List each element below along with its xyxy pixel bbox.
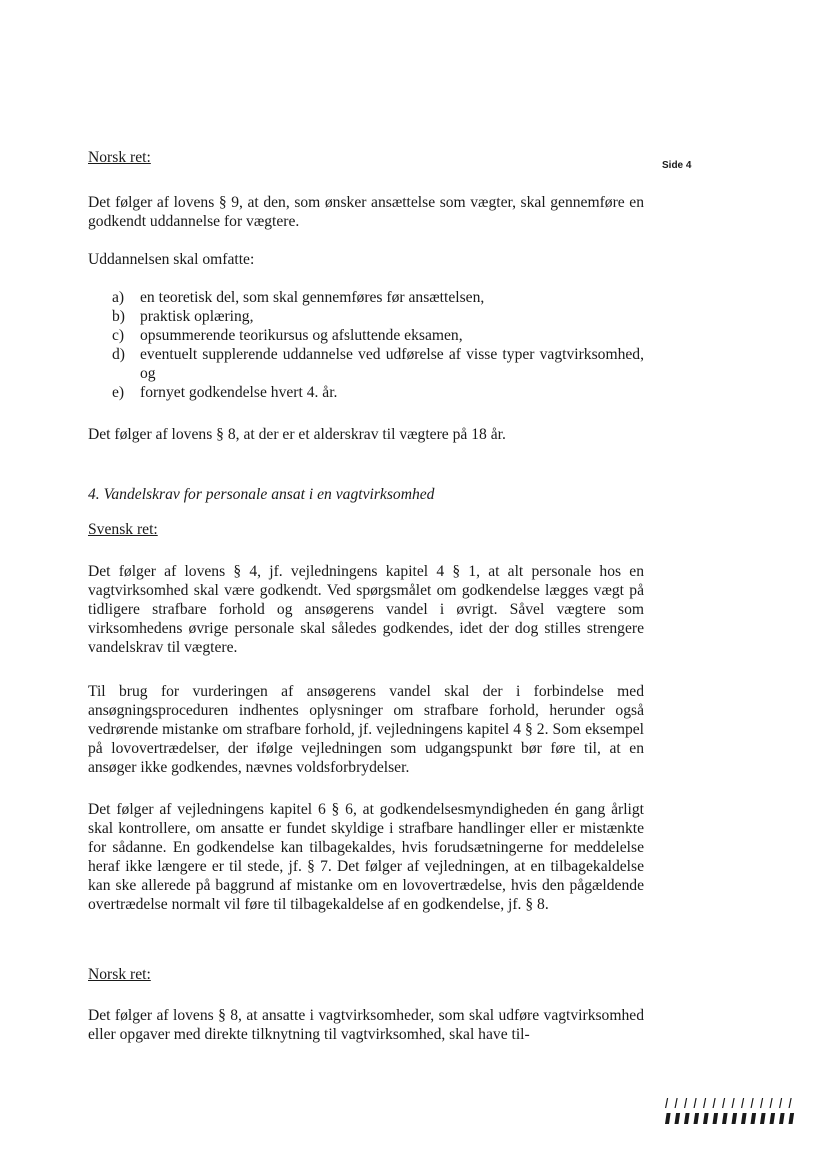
- list-item: b) praktisk oplæring,: [112, 308, 254, 325]
- section-heading-norsk-1: Norsk ret:: [88, 149, 151, 166]
- list-item: a) en teoretisk del, som skal gennemføres før ansættelsen,: [112, 289, 485, 306]
- paragraph-norsk-2-1: Det følger af lovens § 8, at ansatte i vagtvirksomheder, som skal udføre vagtvirksomhed eller opgaver med direkte tilknytning til vagtvirksomhed, skal have til-: [88, 1007, 644, 1043]
- paragraph-svensk-3: Det følger af vejledningens kapitel 6 § 6, at godkendelsesmyndigheden én gang årligt skal kontrollere, om ansatte er fundet skyldige i strafbare handlinger eller er mistænkte for sådanne. En godkendelse kan tilbagekaldes, hvis forudsætningerne for meddelelse heraf ikke længere er til stede, jf. § 7. Det følger af vejledningen, at en tilbagekaldelse kan ske allerede på baggrund af mistanke om en lovovertrædelse, hvis den pågældende overtrædelse normalt vil føre til tilbagekaldelse af en godkendelse, jf. § 8.: [88, 801, 644, 913]
- paragraph-norsk-1-3: Det følger af lovens § 8, at der er et alderskrav til vægtere på 18 år.: [88, 426, 506, 443]
- list-item: d) eventuelt supplerende uddannelse ved udførelse af visse typer vagtvirksomhed, og: [112, 346, 644, 382]
- section-heading-svensk: Svensk ret:: [88, 521, 158, 538]
- page-number: Side 4: [662, 160, 692, 171]
- paragraph-norsk-1-1: Det følger af lovens § 9, at den, som ønsker ansættelse som vægter, skal gennemføre en godkendt uddannelse for vægtere.: [88, 194, 644, 230]
- paragraph-svensk-2: Til brug for vurderingen af ansøgerens vandel skal der i forbindelse med ansøgningsproceduren indhentes oplysninger om strafbare forhold, herunder også vedrørende mistanke om strafbare forhold, jf. vejledningens kapitel 4 § 2. Som eksempel på lovovertrædelser, der ifølge vejledningen som udgangspunkt bør føre til, at en ansøger ikke godkendes, nævnes voldsforbrydelser.: [88, 683, 644, 776]
- barcode-stamp: [662, 1097, 798, 1125]
- list-item: c) opsummerende teorikursus og afsluttende eksamen,: [112, 327, 463, 344]
- requirements-list: [88, 288, 644, 402]
- list-item: e) fornyet godkendelse hvert 4. år.: [112, 384, 338, 401]
- section-title-4: 4. Vandelskrav for personale ansat i en vagtvirksomhed: [88, 486, 435, 503]
- paragraph-svensk-1: Det følger af lovens § 4, jf. vejledningens kapitel 4 § 1, at alt personale hos en vagtvirksomhed skal være godkendt. Ved spørgsmålet om godkendelse lægges vægt på tidligere strafbare forhold og ansøgerens vandel i øvrigt. Såvel vægtere som virksomhedens øvrige personale skal således godkendes, idet der dog stilles strengere vandelskrav til vægtere.: [88, 563, 644, 656]
- section-heading-norsk-2: Norsk ret:: [88, 966, 151, 983]
- paragraph-norsk-1-2: Uddannelsen skal omfatte:: [88, 251, 255, 268]
